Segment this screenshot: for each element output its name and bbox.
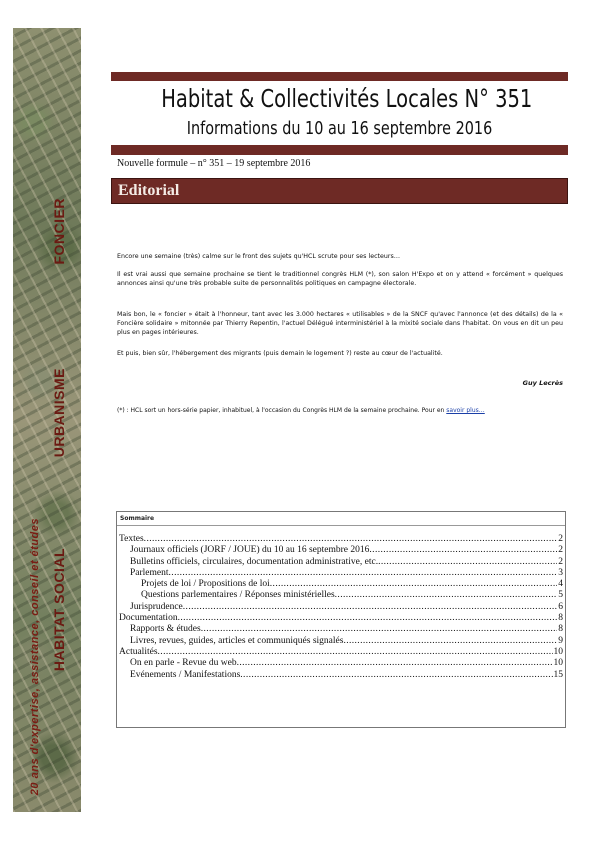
toc-entry-label: Questions parlementaires / Réponses ministérielles xyxy=(141,590,335,601)
toc-entry-label: Evénements / Manifestations xyxy=(130,669,241,680)
toc-entry[interactable] xyxy=(119,602,563,613)
editorial-paragraph-2: Il est vrai aussi que semaine prochaine se tient le traditionnel congrès HLM (*), son salon H'Expo et on y attend « forcément » quelques annonces ainsi qu'une très probable suite de personnalités politiques en campagne électorale. xyxy=(117,271,563,287)
toc-entry-label: Bulletins officiels, circulaires, documentation administrative, etc. xyxy=(130,556,379,567)
table-of-contents xyxy=(116,511,566,728)
sidebar-tagline: 20 ans d'expertise, assistance, conseil et études xyxy=(29,518,41,796)
toc-heading: Sommaire xyxy=(117,512,565,526)
editorial-footnote xyxy=(117,407,563,414)
editorial-paragraph-1: Encore une semaine (très) calme sur le front des sujets qu'HCL scrute pour ses lecteurs… xyxy=(117,253,401,260)
toc-entry-page: 2 xyxy=(558,545,563,556)
toc-dot-leader xyxy=(178,613,558,624)
toc-dot-leader xyxy=(237,658,553,669)
header-bottom-rule xyxy=(111,145,568,155)
footnote-text: (*) : HCL sort un hors-série papier, inhabituel, à l'occasion du Congrès HLM de la semaine prochaine. Pour en xyxy=(117,407,447,414)
toc-entry-label: Parlement xyxy=(130,567,169,578)
toc-entry-label: On en parle - Revue du web xyxy=(130,658,237,669)
toc-dot-leader xyxy=(369,545,557,556)
toc-entry[interactable] xyxy=(119,636,563,647)
newsletter-title: Habitat & Collectivités Locales N° 351 xyxy=(161,84,533,113)
toc-entry-label: Livres, revues, guides, articles et communiqués signalés xyxy=(130,635,344,646)
toc-entry[interactable] xyxy=(119,624,563,635)
toc-entry-page: 5 xyxy=(558,590,563,601)
toc-dot-leader xyxy=(144,534,558,545)
toc-entry-label: Textes xyxy=(119,534,144,544)
toc-entry[interactable] xyxy=(119,557,563,568)
editorial-signature: Guy Lecrès xyxy=(522,379,563,387)
toc-entry-label: Journaux officiels (JORF / JOUE) du 10 au 16 septembre 2016 xyxy=(130,545,370,556)
issue-formula-line: Nouvelle formule – n° 351 – 19 septembre 2016 xyxy=(117,158,311,169)
editorial-paragraph-4: Et puis, bien sûr, l'hébergement des migrants (puis demain le logement ?) reste au cœur de l'actualité. xyxy=(117,350,443,357)
toc-entry-label: Documentation xyxy=(119,613,178,624)
toc-entry-page: 8 xyxy=(558,613,563,624)
toc-entry[interactable] xyxy=(119,670,563,681)
toc-entry-page: 10 xyxy=(553,646,563,657)
toc-entry-page: 4 xyxy=(558,579,563,590)
toc-entry-page: 6 xyxy=(558,601,563,612)
editorial-heading-bar xyxy=(111,178,568,204)
toc-dot-leader xyxy=(158,647,553,658)
toc-dot-leader xyxy=(201,624,558,635)
editorial-paragraph-3: Mais bon, le « foncier » était à l'honneur, tant avec les 3.000 hectares « utilisables » de la SNCF qu'avec l'annonce (et des détails) de la « Foncière solidaire » mitonnée par Thierry Repentin, l'actuel Délégué interministériel à la mixité sociale dans l'habitat. On vous en dit un peu plus en pages intérieures. xyxy=(117,311,563,336)
toc-entry[interactable] xyxy=(119,613,563,624)
toc-entry-page: 3 xyxy=(558,567,563,578)
toc-dot-leader xyxy=(378,557,557,568)
toc-entry-page: 9 xyxy=(558,635,563,646)
header-top-rule xyxy=(111,72,568,81)
toc-entry-page: 8 xyxy=(558,624,563,635)
newsletter-subtitle: Informations du 10 au 16 septembre 2016 xyxy=(186,118,493,139)
toc-entry[interactable] xyxy=(119,579,563,590)
toc-dot-leader xyxy=(183,602,557,613)
toc-entry[interactable] xyxy=(119,590,563,601)
toc-entry[interactable] xyxy=(119,647,563,658)
aerial-photo-sidebar xyxy=(13,28,81,812)
toc-dot-leader xyxy=(169,568,558,579)
toc-entry-label: Rapports & études xyxy=(130,624,201,635)
toc-entry-page: 2 xyxy=(558,534,563,544)
toc-dot-leader xyxy=(270,579,557,590)
toc-entry-page: 15 xyxy=(553,669,563,680)
editorial-heading: Editorial xyxy=(118,182,180,199)
sidebar-label-urbanisme: URBANISME xyxy=(51,368,67,458)
toc-dot-leader xyxy=(343,636,557,647)
toc-entry-page: 2 xyxy=(558,556,563,567)
toc-entry-page: 10 xyxy=(553,658,563,669)
toc-dot-leader xyxy=(335,590,558,601)
toc-entry[interactable] xyxy=(119,545,563,556)
toc-entry-label: Projets de loi / Propositions de loi xyxy=(141,579,270,590)
toc-entry-label: Jurisprudence xyxy=(130,601,183,612)
sidebar-label-habitat-social: HABITAT SOCIAL xyxy=(51,548,67,672)
toc-entry-label: Actualités xyxy=(119,646,158,657)
savoir-plus-link[interactable]: savoir plus… xyxy=(446,407,485,414)
toc-dot-leader xyxy=(240,670,552,681)
toc-list xyxy=(117,526,565,681)
toc-entry[interactable] xyxy=(119,534,563,545)
sidebar-label-foncier: FONCIER xyxy=(51,198,67,265)
toc-entry[interactable] xyxy=(119,658,563,669)
toc-entry[interactable] xyxy=(119,568,563,579)
